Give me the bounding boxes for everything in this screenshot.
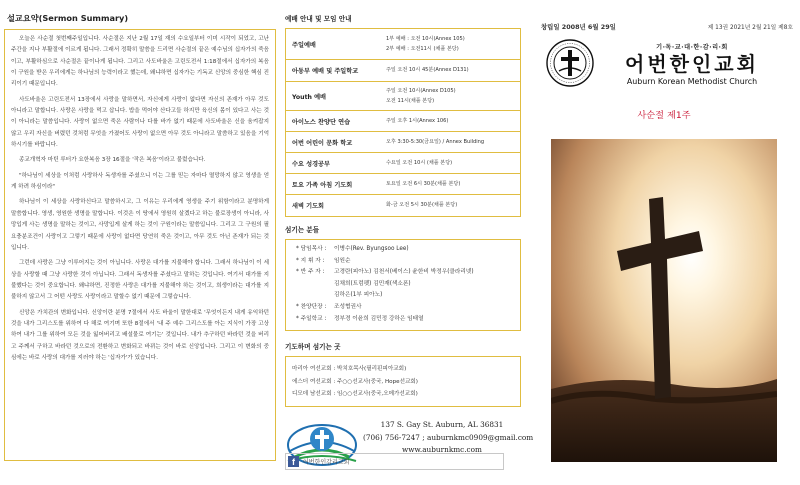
schedule-time-line: 주일 오후 1시(Annex 106) [386, 117, 449, 124]
church-address: 137 S. Gay St. Auburn, AL 36831 [380, 420, 504, 430]
servants-box [285, 239, 521, 331]
sermon-paragraph: 오늘은 사순절 첫번째주일입니다. 사순절은 지난 2월 17일 재의 수요일부터 이미 시작이 되었고, 고난주간을 지나 부활절에 이르게 됩니다. 그래서 정확히 말씀을 드리면 사순절의 끝은 예수님의 십자가의 죽음이고, 부활하심으로 사순절은 끝이나게 됩니다. 그리고 사도바울은 고린도전서 1:18절에서 십자가의 복음이 구원을 받은 우리에게는 하나님의 능력이라고 했는데, 왜냐하면 십자가는 기독교 신앙의 중심한 핵심 진리이기 때문입니다. [11, 36, 269, 88]
sermon-paragraph: 하나님이 이 세상을 사랑하신다고 말씀하시고, 그 이유는 우리에게 영생을 주기 위함이라고 분명하게 말씀합니다. 영생, 영원한 생명을 말합니다. 이것은 이 땅에서 영원히 살겠다고 하는 불로장생이 아니라, 사망입게 사는 생명을 말하는 것이고, 사망입게 살게 하는 것이 구원이라는 말씀입니다. 그리고 그 구원의 필요충분조건이 사랑이고 그렇기 때문에 사랑이 없다면 당연히 죽은 것이고, 아무 것도 아닌 존재가 되는 것입니다. [11, 199, 269, 251]
schedule-name: 아동부 예배 및 주일학교 [292, 68, 359, 75]
sermon-paragraph: "하나님이 세상을 이처럼 사랑하사 독생자를 주셨으니 이는 그를 믿는 자마다 멸망하지 않고 영생을 얻게 하려 하심이라" [11, 172, 269, 191]
sermon-box [4, 29, 276, 461]
servant-label: * 찬양단장 : [296, 303, 327, 310]
sermon-paragraph: 신앙은 가치관의 변화입니다. 신앙이란 분명 7절에서 사도 바울이 말한대로 '무엇이든지 내게 유익하던 것을 내가 그리스도를 위하여 다 해로 여기며 또한 8절에서 '내 주 예수 그리스도를 아는 지식이 가장 고상하여 내가 그를 위하여 모든 것을 잃어버리고 배설물로 여기는' 것입니다. 내가 추구하던 바라던 것을 버리고 주께서 구하고 바라던 것으로의 전환하고 변화되고 바뀌는 것이 바로 신앙입니다. 그리고 이 변화의 중심에는 바로 사랑의 대가를 지러야 하는 '십자가'가 있습니다. [11, 309, 269, 361]
schedule-time [386, 63, 520, 78]
schedule-time [386, 135, 520, 150]
sermon-paragraph: 종교개혁자 마틴 루터가 요한복음 3장 16절을 '작은 복음'이라고 불렀습니다. [19, 157, 206, 164]
schedule-row [286, 195, 520, 216]
schedule-name: 새벽 기도회 [292, 203, 325, 210]
schedule-title: 예배 안내 및 모임 안내 [285, 15, 352, 23]
sermon-column [4, 13, 276, 461]
schedule-row [286, 111, 520, 132]
servant-item [296, 302, 520, 314]
servant-label: * 담임목사 : [296, 246, 327, 252]
schedule-time-line: 토요일 오전 6시 30분(채플 본당) [386, 180, 461, 187]
church-phone-email[interactable]: (706) 756-7247 ; auburnkmc0909@gmail.com [363, 432, 534, 442]
servant-names [334, 267, 520, 302]
servant-line: 고경란(피아노) 김천서(베이스) 윤한비 박정우(클라리넷) [334, 269, 474, 276]
facebook-icon: f [288, 456, 299, 467]
cover-meta [541, 22, 793, 32]
schedule-time-line: 2부 예배 : 오전11시 (채플 본당) [386, 46, 459, 52]
church-name: 어번한인교회 [625, 52, 759, 76]
servant-names [334, 244, 520, 256]
sermon-heading: 설교요약(Sermon Summary) [7, 13, 129, 23]
servant-line: 김하은(1부 피아노) [334, 292, 383, 299]
servant-item [296, 314, 520, 326]
prayer-item: 에스더 여선교회 : 주○○선교사(중국, Hope선교회) [292, 378, 418, 385]
schedule-name: 주일예배 [292, 41, 316, 49]
prayer-item: 디모데 남선교회 : 임○○선교사(중국,오메가선교회) [292, 390, 418, 397]
servant-item [296, 267, 520, 302]
servant-line: 이병수(Rev. Byungsoo Lee) [334, 246, 409, 252]
servant-item [296, 244, 520, 256]
servant-line: 조성협권사 [334, 303, 362, 310]
servant-item [296, 256, 520, 268]
methodist-seal-icon [546, 39, 594, 87]
schedule-time-line: 화-금 오전 5시 30분(채플 본당) [386, 202, 458, 209]
church-english-name: Auburn Korean Methodist Church [626, 77, 758, 86]
church-website-link[interactable]: www.auburnkmc.com [402, 445, 482, 455]
contact-lines [363, 419, 534, 456]
denomination-label: 기·독·교·대·한·감·리·회 [656, 44, 728, 51]
schedule-row [286, 174, 520, 195]
cross-sunset-image [551, 139, 777, 462]
cover-column [528, 0, 800, 485]
schedule-row [286, 82, 520, 111]
facebook-label: 어번한인감리교회 [303, 459, 350, 466]
servant-line: 김채희(트럼펫) 김민재(색소폰) [334, 280, 411, 287]
schedule-time-line: 오전 11시(채플 본당) [386, 98, 435, 104]
schedule-row [286, 29, 520, 60]
servants-title: 섬기는 분들 [285, 226, 320, 234]
schedule-row [286, 153, 520, 174]
schedule-name: 토요 가족 아침 기도회 [292, 181, 353, 189]
schedule-time [386, 84, 520, 109]
schedule-name: 아이노스 찬양단 연습 [292, 118, 351, 126]
servant-names [334, 302, 520, 314]
schedule-name: Youth 예배 [292, 93, 327, 101]
prayer-title: 기도하며 섬기는 곳 [285, 343, 341, 352]
schedule-row [286, 60, 520, 82]
schedule-time-line: 1부 예배 : 오전 10시(Annex 105) [386, 35, 465, 42]
schedule-table [285, 28, 521, 217]
prayer-item: 마리아 여선교회 : 박치호목사(필리핀피아교회) [292, 366, 407, 373]
schedule-time-line: 오후 3:30-5:30(금요일) / Annex Building [386, 138, 485, 145]
servant-names [334, 256, 520, 268]
founded-date: 창립일 2008년 6월 29일 [541, 23, 616, 31]
schedule-time-line: 주일 오전 10시(Annex D105) [386, 87, 456, 94]
season-title: 사순절 제1주 [637, 110, 691, 121]
church-title-block [602, 42, 782, 86]
servant-label: * 지 휘 자 : [296, 257, 325, 264]
sermon-paragraph: 그런데 사랑은 그냥 이루어지는 것이 아닙니다. 사랑은 대가를 지불해야 합니다. 그래서 하나님이 이 세상을 사랑할 때 그냥 사랑한 것이 아닙니다. 그래서 독생자를 주셨다고 말하는 것입니다. 여기서 대가를 지불했다는 것이 중요합니다. 왜냐하면, 진정한 사랑은 대가를 지불해야 하는 것이고, 희생이라는 대가를 지불하지 않고서 그 어떤 사랑도 사랑이라고 말할수 없기 때문에 그렇습니다. [11, 260, 269, 301]
schedule-name: 어번 어린이 문화 학교 [292, 139, 353, 147]
schedule-time [386, 177, 520, 192]
facebook-link[interactable] [285, 453, 504, 470]
servant-names [334, 314, 520, 326]
info-column [285, 13, 534, 477]
schedule-time [386, 198, 520, 213]
servant-line: 정부경 이윤희 김민정 강하은 임태열 [334, 315, 424, 322]
schedule-time-line: 주일 오전 10시 45분(Annex D131) [386, 67, 469, 74]
schedule-name: 수요 성경공부 [292, 160, 331, 168]
prayer-box [285, 356, 521, 407]
schedule-time [386, 156, 520, 171]
schedule-time [386, 32, 520, 57]
servant-label: * 반 주 자 : [296, 269, 325, 276]
servant-line: 임원순 [334, 257, 351, 264]
schedule-time-line: 수요일 오전 10시 (채플 본당) [386, 159, 453, 166]
sermon-paragraph: 사도바울은 고린도전서 13장에서 사랑을 말하면서, 자신에게 사랑이 없다면 자신의 존재가 아무 것도 아니라고 말합니다. 사랑은 사랑을 먹고 삽니다. 밥을 먹어야 산다고들 하지만 육신의 몸이 있다고 사는 것이 아니라는 말씀입니다. 사랑이 없으면 죽은 사람이나 다를 바가 없기 때문에 사도바울은 신을 움켜잡지 않고 우리 자신을 버렸던 것처럼 무엇을 가졌어도 사랑이 없으면 아무 것도 아니라고 말씀하고 있음을 기억하시기를 바랍니다. [11, 96, 269, 149]
issue-info: 제 13권 2021년 2월 21일 제8호 [707, 25, 793, 31]
schedule-row [286, 132, 520, 153]
servant-label: * 주일학교 : [296, 315, 327, 322]
schedule-time [386, 114, 520, 129]
